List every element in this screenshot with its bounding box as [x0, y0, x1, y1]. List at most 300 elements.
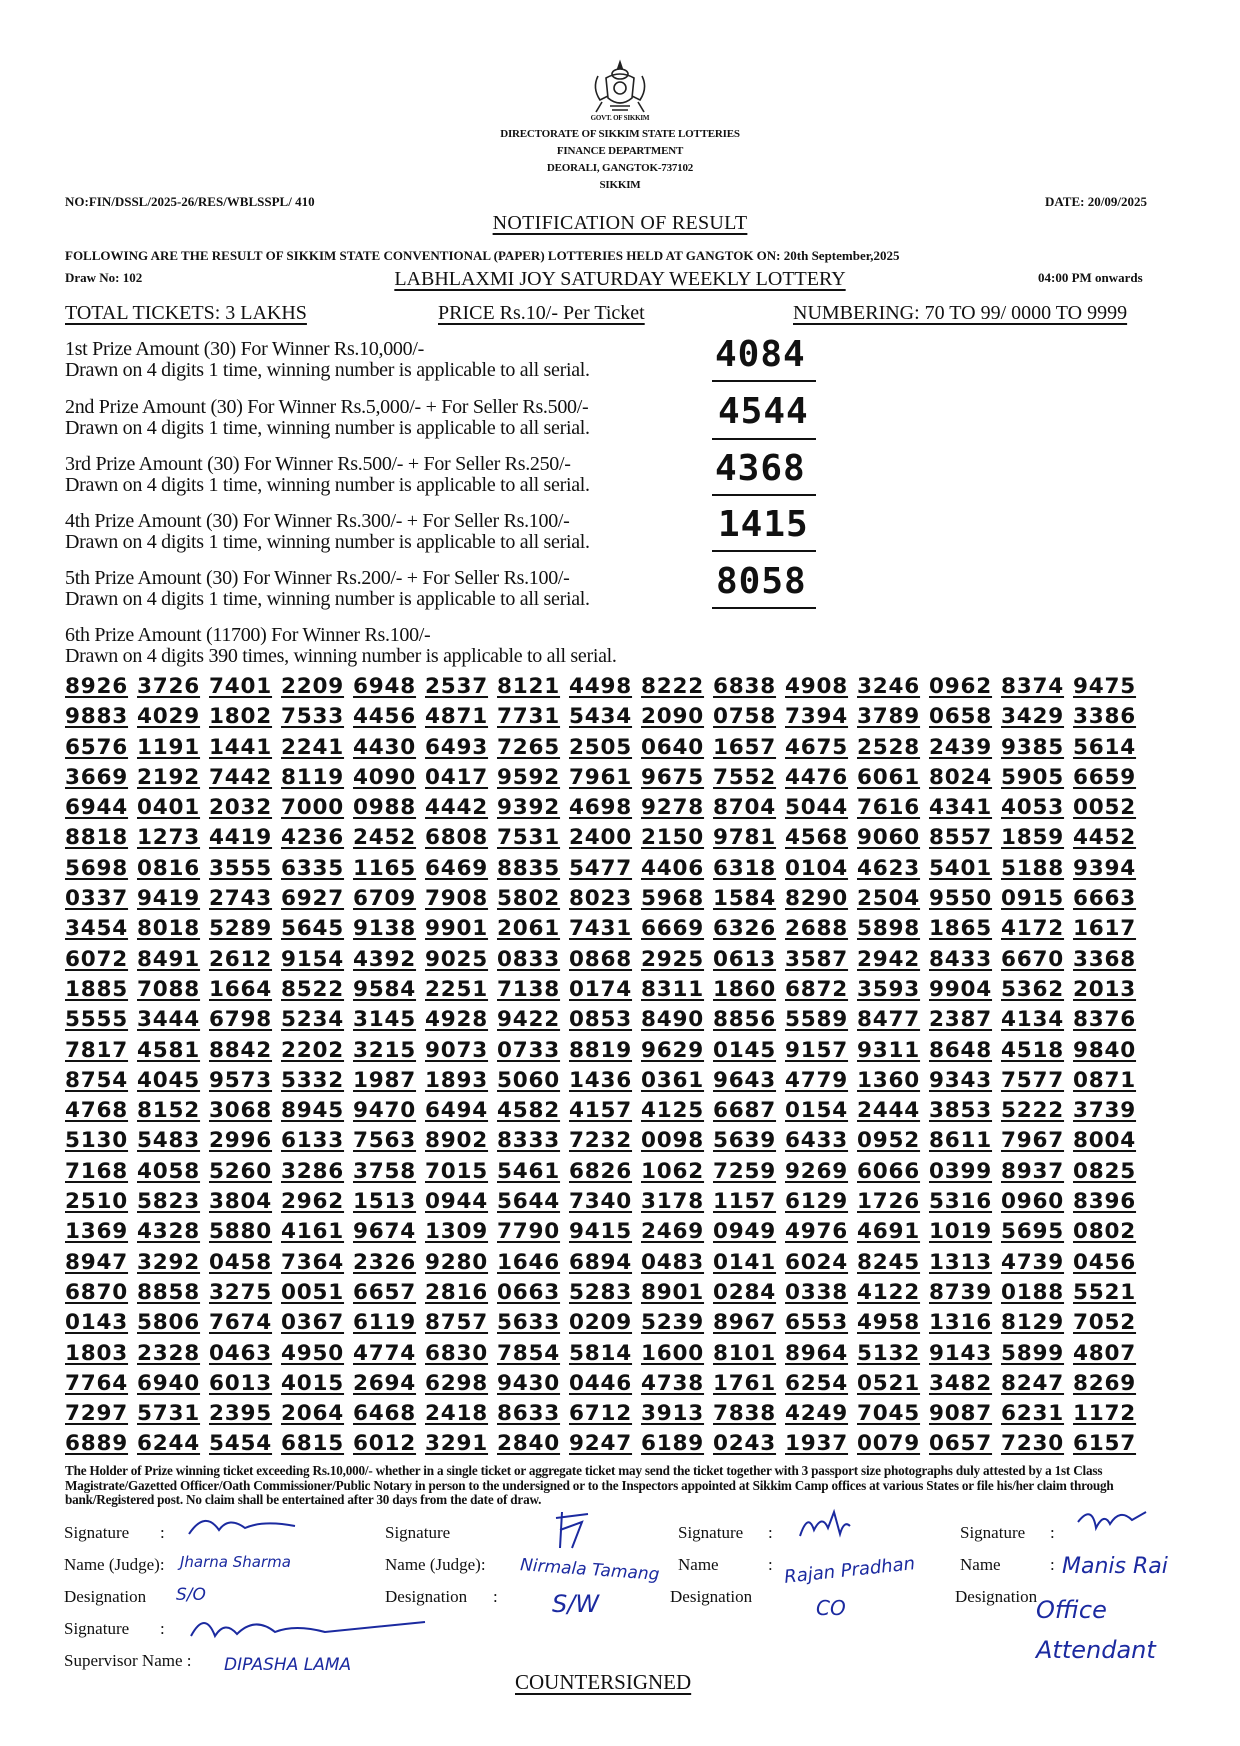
winning-number: 7230	[1001, 1431, 1065, 1457]
winning-number: 2326	[353, 1249, 417, 1275]
winning-number: 9550	[929, 886, 993, 912]
winning-number: 2192	[137, 764, 201, 790]
winning-number: 1893	[425, 1067, 489, 1093]
winning-number: 1313	[929, 1249, 993, 1275]
winning-number: 0868	[569, 946, 633, 972]
winning-number: 9904	[929, 976, 993, 1002]
winning-number: 3068	[209, 1098, 273, 1124]
winning-number: 5289	[209, 916, 273, 942]
number-row	[65, 1310, 1145, 1340]
prize-5-underline	[712, 607, 816, 609]
winning-number: 8247	[1001, 1370, 1065, 1396]
winning-number: 5698	[65, 855, 129, 881]
winning-number: 1646	[497, 1249, 561, 1275]
winning-number: 8633	[497, 1401, 561, 1427]
winning-number: 0758	[713, 704, 777, 730]
address: DEORALI, GANGTOK-737102	[546, 162, 694, 174]
winning-number: 0613	[713, 946, 777, 972]
winning-number: 3246	[857, 674, 921, 699]
winning-number: 5222	[1001, 1098, 1065, 1124]
winning-number: 5401	[929, 855, 993, 881]
number-row	[65, 856, 1145, 886]
winning-number: 0915	[1001, 886, 1065, 912]
winning-number: 5477	[569, 855, 633, 881]
winning-number: 5260	[209, 1158, 273, 1184]
winning-number: 5823	[137, 1189, 201, 1215]
directorate-name: DIRECTORATE OF SIKKIM STATE LOTTERIES	[500, 128, 740, 140]
winning-number: 2251	[425, 976, 489, 1002]
winning-number: 2061	[497, 916, 561, 942]
winning-number: 9629	[641, 1037, 705, 1063]
number-row	[65, 1098, 1145, 1128]
winning-number: 6838	[713, 674, 777, 699]
designation-label-2: Designation	[385, 1587, 468, 1606]
number-row	[65, 1401, 1145, 1431]
name-label-3: Name	[678, 1555, 719, 1574]
winning-number: 9470	[353, 1098, 417, 1124]
winning-number: 3726	[137, 674, 201, 699]
winning-number: 8611	[929, 1128, 993, 1154]
winning-number: 4582	[497, 1098, 561, 1124]
winning-number: 1803	[65, 1340, 129, 1366]
winning-number: 5044	[785, 795, 849, 821]
winning-number: 6927	[281, 886, 345, 912]
winning-number: 0051	[281, 1279, 345, 1305]
winning-number: 8433	[929, 946, 993, 972]
winning-number: 7967	[1001, 1128, 1065, 1154]
draw-time: 04:00 PM onwards	[1038, 270, 1143, 285]
winning-number: 9154	[281, 946, 345, 972]
winning-number: 5905	[1001, 764, 1065, 790]
winning-number: 4442	[425, 795, 489, 821]
winning-number: 2510	[65, 1189, 129, 1215]
winning-number: 7731	[497, 704, 561, 730]
winning-number: 6133	[281, 1128, 345, 1154]
winning-number: 0188	[1001, 1279, 1065, 1305]
winning-number: 7563	[353, 1128, 417, 1154]
winning-number: 5614	[1073, 734, 1137, 760]
winning-number: 8376	[1073, 1007, 1137, 1033]
winning-number: 9392	[497, 795, 561, 821]
winning-number: 7838	[713, 1401, 777, 1427]
winning-number: 4452	[1073, 825, 1137, 851]
winning-number: 2743	[209, 886, 273, 912]
result-statement: FOLLOWING ARE THE RESULT OF SIKKIM STATE CONVENTIONAL (PAPER) LOTTERIES HELD AT GANGTOK ON: 20th September,2025	[65, 248, 900, 263]
winning-number: 8557	[929, 825, 993, 851]
prize-5-text: 5th Prize Amount (30) For Winner Rs.200/- + For Seller Rs.100/- Drawn on 4 digits 1 time, winning number is applicable to all serial.	[65, 567, 590, 610]
designation-label-1: Designation	[64, 1587, 147, 1606]
winning-number: 7817	[65, 1037, 129, 1063]
winning-number: 1165	[353, 855, 417, 881]
winning-number: 9025	[425, 946, 489, 972]
state-name: SIKKIM	[599, 179, 641, 191]
winning-number: 4249	[785, 1401, 849, 1427]
judge2-signature	[552, 1508, 600, 1552]
winning-number: 8964	[785, 1340, 849, 1366]
winning-number: 8245	[857, 1249, 921, 1275]
winning-number: 8152	[137, 1098, 201, 1124]
winning-number: 8842	[209, 1037, 273, 1063]
winning-number: 7045	[857, 1401, 921, 1427]
winning-number: 8121	[497, 674, 561, 699]
designation-colon-2: :	[493, 1587, 498, 1606]
winning-number: 5234	[281, 1007, 345, 1033]
winning-number: 7364	[281, 1249, 345, 1275]
winning-number: 0816	[137, 855, 201, 881]
department-name: FINANCE DEPARTMENT	[556, 145, 684, 157]
winning-number: 4090	[353, 764, 417, 790]
winning-number: 3669	[65, 764, 129, 790]
govt-label: GOVT. OF SIKKIM	[590, 114, 650, 122]
winning-number: 4779	[785, 1067, 849, 1093]
winning-number: 2395	[209, 1401, 273, 1427]
number-row	[65, 765, 1145, 795]
winning-number: 7577	[1001, 1067, 1065, 1093]
winning-number: 0145	[713, 1037, 777, 1063]
number-row	[65, 735, 1145, 765]
winning-number: 3454	[65, 916, 129, 942]
winning-number: 6659	[1073, 764, 1137, 790]
designation-label-3: Designation	[670, 1587, 753, 1606]
winning-number: 8902	[425, 1128, 489, 1154]
winning-number: 6808	[425, 825, 489, 851]
winning-number: 5555	[65, 1007, 129, 1033]
numbering-range: NUMBERING: 70 TO 99/ 0000 TO 9999	[793, 302, 1128, 324]
winning-number: 6072	[65, 946, 129, 972]
winning-number: 1019	[929, 1219, 993, 1245]
number-row	[65, 1159, 1145, 1189]
winning-number: 8491	[137, 946, 201, 972]
winning-number: 2840	[497, 1431, 561, 1457]
winning-number: 8648	[929, 1037, 993, 1063]
prize-1-text: 1st Prize Amount (30) For Winner Rs.10,000/- Drawn on 4 digits 1 time, winning number is applicable to all serial.	[65, 338, 590, 381]
winning-number: 4774	[353, 1340, 417, 1366]
winning-number: 7232	[569, 1128, 633, 1154]
winning-number: 4623	[857, 855, 921, 881]
winning-number: 3789	[857, 704, 921, 730]
winning-number: 4015	[281, 1370, 345, 1396]
winning-number: 5968	[641, 886, 705, 912]
prize-4-number: 1415	[718, 504, 809, 545]
winning-number: 0209	[569, 1310, 633, 1336]
winning-number: 0367	[281, 1310, 345, 1336]
winning-number: 7401	[209, 674, 273, 699]
winning-number: 2418	[425, 1401, 489, 1427]
winning-number: 8477	[857, 1007, 921, 1033]
winning-number: 1860	[713, 976, 777, 1002]
winning-number: 9592	[497, 764, 561, 790]
winning-number: 0401	[137, 795, 201, 821]
winning-number: 2444	[857, 1098, 921, 1124]
winning-number: 5645	[281, 916, 345, 942]
number-row	[65, 1189, 1145, 1219]
sig-label-supervisor: Signature	[64, 1619, 130, 1638]
winning-number: 9060	[857, 825, 921, 851]
winning-number: 2694	[353, 1370, 417, 1396]
winning-number: 0417	[425, 764, 489, 790]
winning-number: 1273	[137, 825, 201, 851]
prize-2-underline	[712, 438, 816, 440]
prize-2-text: 2nd Prize Amount (30) For Winner Rs.5,000/- + For Seller Rs.500/- Drawn on 4 digits 1 time, winning number is applicable to all serial.	[65, 396, 590, 439]
number-row	[65, 1431, 1145, 1461]
winning-number: 2328	[137, 1340, 201, 1366]
number-row	[65, 1068, 1145, 1098]
sixth-prize-number-grid	[65, 674, 1145, 1462]
winning-number: 8269	[1073, 1370, 1137, 1396]
winning-number: 6826	[569, 1158, 633, 1184]
winning-number: 3804	[209, 1189, 273, 1215]
winning-number: 7854	[497, 1340, 561, 1366]
winning-number: 4161	[281, 1219, 345, 1245]
winning-number: 6298	[425, 1370, 489, 1396]
ticket-price: PRICE Rs.10/- Per Ticket	[438, 302, 645, 324]
winning-number: 8522	[281, 976, 345, 1002]
winning-number: 4236	[281, 825, 345, 851]
winning-number: 2816	[425, 1279, 489, 1305]
winning-number: 1360	[857, 1067, 921, 1093]
winning-number: 7259	[713, 1158, 777, 1184]
winning-number: 8947	[65, 1249, 129, 1275]
winning-number: 2452	[353, 825, 417, 851]
winning-number: 2013	[1073, 976, 1137, 1002]
winning-number: 4908	[785, 674, 849, 699]
winning-number: 0141	[713, 1249, 777, 1275]
winning-number: 1664	[209, 976, 273, 1002]
winning-number: 1441	[209, 734, 273, 760]
winning-number: 4498	[569, 674, 633, 699]
winning-number: 3758	[353, 1158, 417, 1184]
designation-label-4: Designation	[955, 1587, 1038, 1606]
winning-number: 6576	[65, 734, 129, 760]
winning-number: 8023	[569, 886, 633, 912]
winning-number: 6815	[281, 1431, 345, 1457]
winning-number: 0658	[929, 704, 993, 730]
winning-number: 9278	[641, 795, 705, 821]
winning-number: 0944	[425, 1189, 489, 1215]
winning-number: 4392	[353, 946, 417, 972]
winning-number: 7168	[65, 1158, 129, 1184]
winning-number: 2202	[281, 1037, 345, 1063]
winning-number: 2032	[209, 795, 273, 821]
winning-number: 3286	[281, 1158, 345, 1184]
winning-number: 5898	[857, 916, 921, 942]
winning-number: 6493	[425, 734, 489, 760]
winning-number: 5644	[497, 1189, 561, 1215]
official3-signature	[794, 1506, 854, 1546]
sig-label-1: Signature	[64, 1523, 130, 1542]
winning-number: 9430	[497, 1370, 561, 1396]
winning-number: 5283	[569, 1279, 633, 1305]
winning-number: 5521	[1073, 1279, 1137, 1305]
winning-number: 7533	[281, 704, 345, 730]
winning-number: 0052	[1073, 795, 1137, 821]
number-row	[65, 977, 1145, 1007]
winning-number: 2504	[857, 886, 921, 912]
prize-3-underline	[712, 494, 816, 496]
name-judge-label-1: Name (Judge):	[64, 1555, 165, 1574]
winning-number: 6948	[353, 674, 417, 699]
winning-number: 7015	[425, 1158, 489, 1184]
judge2-name: Nirmala Tamang	[519, 1555, 661, 1585]
sig-label-3: Signature	[678, 1523, 744, 1542]
winning-number: 8754	[65, 1067, 129, 1093]
winning-number: 3368	[1073, 946, 1137, 972]
winning-number: 9247	[569, 1431, 633, 1457]
winning-number: 8311	[641, 976, 705, 1002]
official4-signature	[1072, 1502, 1152, 1542]
official4-designation: Office Attendant	[1036, 1596, 1156, 1664]
winning-number: 1513	[353, 1189, 417, 1215]
winning-number: 8119	[281, 764, 345, 790]
winning-number: 4675	[785, 734, 849, 760]
name-judge-label-2: Name (Judge):	[385, 1555, 486, 1574]
winning-number: 0962	[929, 674, 993, 699]
winning-number: 8490	[641, 1007, 705, 1033]
winning-number: 7265	[497, 734, 561, 760]
winning-number: 0521	[857, 1370, 921, 1396]
winning-number: 3555	[209, 855, 273, 881]
winning-number: 5239	[641, 1310, 705, 1336]
winning-number: 1987	[353, 1067, 417, 1093]
winning-number: 8858	[137, 1279, 201, 1305]
winning-number: 0463	[209, 1340, 273, 1366]
winning-number: 4029	[137, 704, 201, 730]
winning-number: 5188	[1001, 855, 1065, 881]
winning-number: 5731	[137, 1401, 201, 1427]
winning-number: 8101	[713, 1340, 777, 1366]
winning-number: 2150	[641, 825, 705, 851]
number-row	[65, 704, 1145, 734]
winning-number: 0284	[713, 1279, 777, 1305]
winning-number: 4691	[857, 1219, 921, 1245]
winning-number: 7340	[569, 1189, 633, 1215]
winning-number: 4430	[353, 734, 417, 760]
number-row	[65, 1280, 1145, 1310]
winning-number: 4958	[857, 1310, 921, 1336]
winning-number: 0960	[1001, 1189, 1065, 1215]
winning-number: 4928	[425, 1007, 489, 1033]
winning-number: 0663	[497, 1279, 561, 1305]
number-row	[65, 886, 1145, 916]
winning-number: 6157	[1073, 1431, 1137, 1457]
winning-number: 0338	[785, 1279, 849, 1305]
winning-number: 5362	[1001, 976, 1065, 1002]
winning-number: 9073	[425, 1037, 489, 1063]
winning-number: 6326	[713, 916, 777, 942]
winning-number: 9901	[425, 916, 489, 942]
winning-number: 3215	[353, 1037, 417, 1063]
winning-number: 4476	[785, 764, 849, 790]
judge1-name: Jharna Sharma	[180, 1553, 291, 1571]
supervisor-signature	[185, 1606, 435, 1652]
sig-colon-3: :	[768, 1523, 773, 1542]
winning-number: 7431	[569, 916, 633, 942]
winning-number: 8004	[1073, 1128, 1137, 1154]
winning-number: 7052	[1073, 1310, 1137, 1336]
winning-number: 0098	[641, 1128, 705, 1154]
winning-number: 3291	[425, 1431, 489, 1457]
winning-number: 2688	[785, 916, 849, 942]
winning-number: 8835	[497, 855, 561, 881]
number-row	[65, 1038, 1145, 1068]
winning-number: 1885	[65, 976, 129, 1002]
winning-number: 1865	[929, 916, 993, 942]
winning-number: 1802	[209, 704, 273, 730]
winning-number: 5639	[713, 1128, 777, 1154]
prize-4-underline	[712, 550, 816, 552]
winning-number: 2612	[209, 946, 273, 972]
winning-number: 3429	[1001, 704, 1065, 730]
winning-number: 6712	[569, 1401, 633, 1427]
winning-number: 9840	[1073, 1037, 1137, 1063]
sig-label-2: Signature	[385, 1523, 451, 1542]
winning-number: 2241	[281, 734, 345, 760]
winning-number: 4125	[641, 1098, 705, 1124]
winning-number: 4419	[209, 825, 273, 851]
winning-number: 6553	[785, 1310, 849, 1336]
winning-number: 0143	[65, 1310, 129, 1336]
official3-name: Rajan Pradhan	[783, 1553, 917, 1588]
winning-number: 6872	[785, 976, 849, 1002]
winning-number: 2400	[569, 825, 633, 851]
winning-number: 7908	[425, 886, 489, 912]
number-row	[65, 947, 1145, 977]
winning-number: 1172	[1073, 1401, 1137, 1427]
supervisor-label: Supervisor Name :	[64, 1651, 192, 1670]
winning-number: 9422	[497, 1007, 561, 1033]
winning-number: 9311	[857, 1037, 921, 1063]
notification-date: DATE: 20/09/2025	[1045, 194, 1147, 209]
sig-label-4: Signature	[960, 1523, 1026, 1542]
winning-number: 0949	[713, 1219, 777, 1245]
winning-number: 2528	[857, 734, 921, 760]
winning-number: 4950	[281, 1340, 345, 1366]
judge1-signature	[185, 1508, 305, 1542]
winning-number: 8937	[1001, 1158, 1065, 1184]
winning-number: 3913	[641, 1401, 705, 1427]
winning-number: 9269	[785, 1158, 849, 1184]
winning-number: 4807	[1073, 1340, 1137, 1366]
number-row	[65, 1250, 1145, 1280]
winning-number: 0802	[1073, 1219, 1137, 1245]
winning-number: 5060	[497, 1067, 561, 1093]
winning-number: 1937	[785, 1431, 849, 1457]
winning-number: 5316	[929, 1189, 993, 1215]
winning-number: 3178	[641, 1189, 705, 1215]
winning-number: 6657	[353, 1279, 417, 1305]
winning-number: 3587	[785, 946, 849, 972]
winning-number: 6119	[353, 1310, 417, 1336]
winning-number: 7442	[209, 764, 273, 790]
winning-number: 7961	[569, 764, 633, 790]
winning-number: 1584	[713, 886, 777, 912]
winning-number: 8967	[713, 1310, 777, 1336]
winning-number: 7531	[497, 825, 561, 851]
winning-number: 3853	[929, 1098, 993, 1124]
winning-number: 6670	[1001, 946, 1065, 972]
winning-number: 8739	[929, 1279, 993, 1305]
winning-number: 9781	[713, 825, 777, 851]
winning-number: 5130	[65, 1128, 129, 1154]
prize-3-number: 4368	[715, 448, 806, 489]
winning-number: 6870	[65, 1279, 129, 1305]
winning-number: 8290	[785, 886, 849, 912]
prize-6-text: 6th Prize Amount (11700) For Winner Rs.100/- Drawn on 4 digits 390 times, winning number is applicable to all serial.	[65, 624, 617, 667]
winning-number: 6687	[713, 1098, 777, 1124]
official4-name: Manis Rai	[1062, 1554, 1168, 1579]
winning-number: 0657	[929, 1431, 993, 1457]
winning-number: 5483	[137, 1128, 201, 1154]
